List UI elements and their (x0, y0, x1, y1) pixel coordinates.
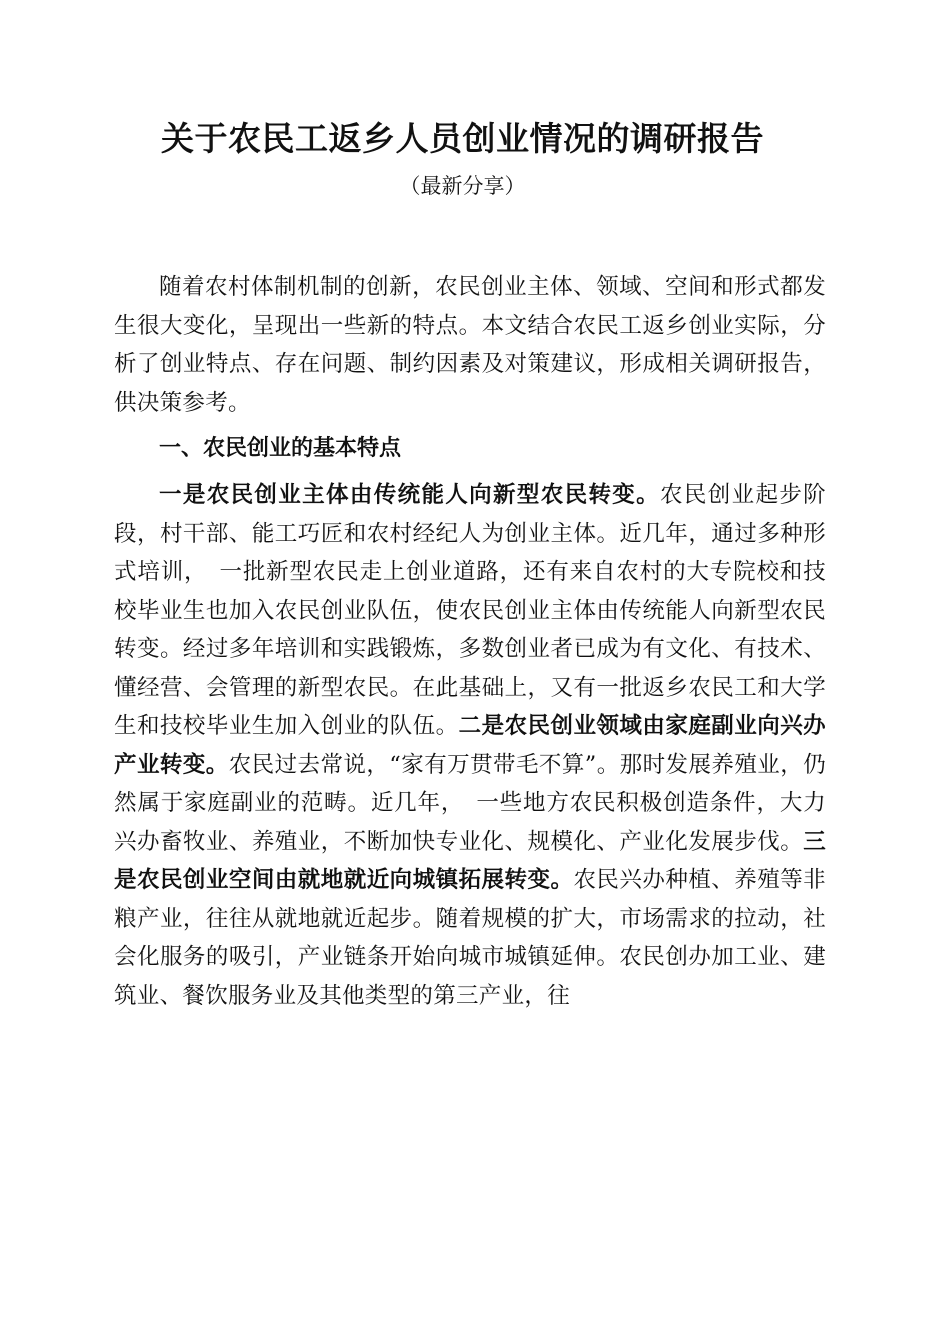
intro-paragraph: 随着农村体制机制的创新，农民创业主体、领域、空间和形式都发生很大变化，呈现出一些新的特点。本文结合农民工返乡创业实际，分析了创业特点、存在问题、制约因素及对策建议，形成相关调研报告，供决策参考。 (114, 274, 826, 416)
document-subtitle: （最新分享） (399, 174, 526, 198)
point-1-text: 农民创业起步阶段，村干部、能工巧匠和农村经纪人为创业主体。近几年，通过多种形式培训， 一批新型农民走上创业道路，还有来自农村的大专院校和技校毕业生也加入农民创业队伍，使农民创业主体由传统能人向新型农民转变。经过多年培训和实践锻炼，多数创业者已成为有文化、有技术、懂经营、会管理的新型农民。在此基础上，又有一批返乡农民工和大学生和技校毕业生加入创业的队伍。 (114, 482, 826, 739)
point-1-heading: 一是农民创业主体由传统能人向新型农民转变。 (159, 482, 661, 508)
features-paragraph (114, 476, 826, 1015)
point-3-heading: 三是农民创业空间由就地就近向城镇拓展转变。 (114, 828, 826, 893)
point-2-text: 农民过去常说，“家有万贯带毛不算”。那时发展养殖业，仍然属于家庭副业的范畴。近几年， 一些地方农民积极创造条件，大力兴办畜牧业、养殖业，不断加快专业化、规模化、产业化发展步伐。 (114, 751, 826, 855)
section-heading-basic-features: 一、农民创业的基本特点 (159, 436, 402, 461)
point-2-heading: 二是农民创业领域由家庭副业向兴办产业转变。 (114, 713, 826, 778)
document-title: 关于农民工返乡人员创业情况的调研报告 (161, 119, 764, 158)
point-3-text: 农民兴办种植、养殖等非粮产业，往往从就地就近起步。随着规模的扩大，市场需求的拉动，社会化服务的吸引，产业链条开始向城市城镇延伸。农民创办加工业、建筑业、餐饮服务业及其他类型的第三产业，往 (114, 867, 826, 1009)
